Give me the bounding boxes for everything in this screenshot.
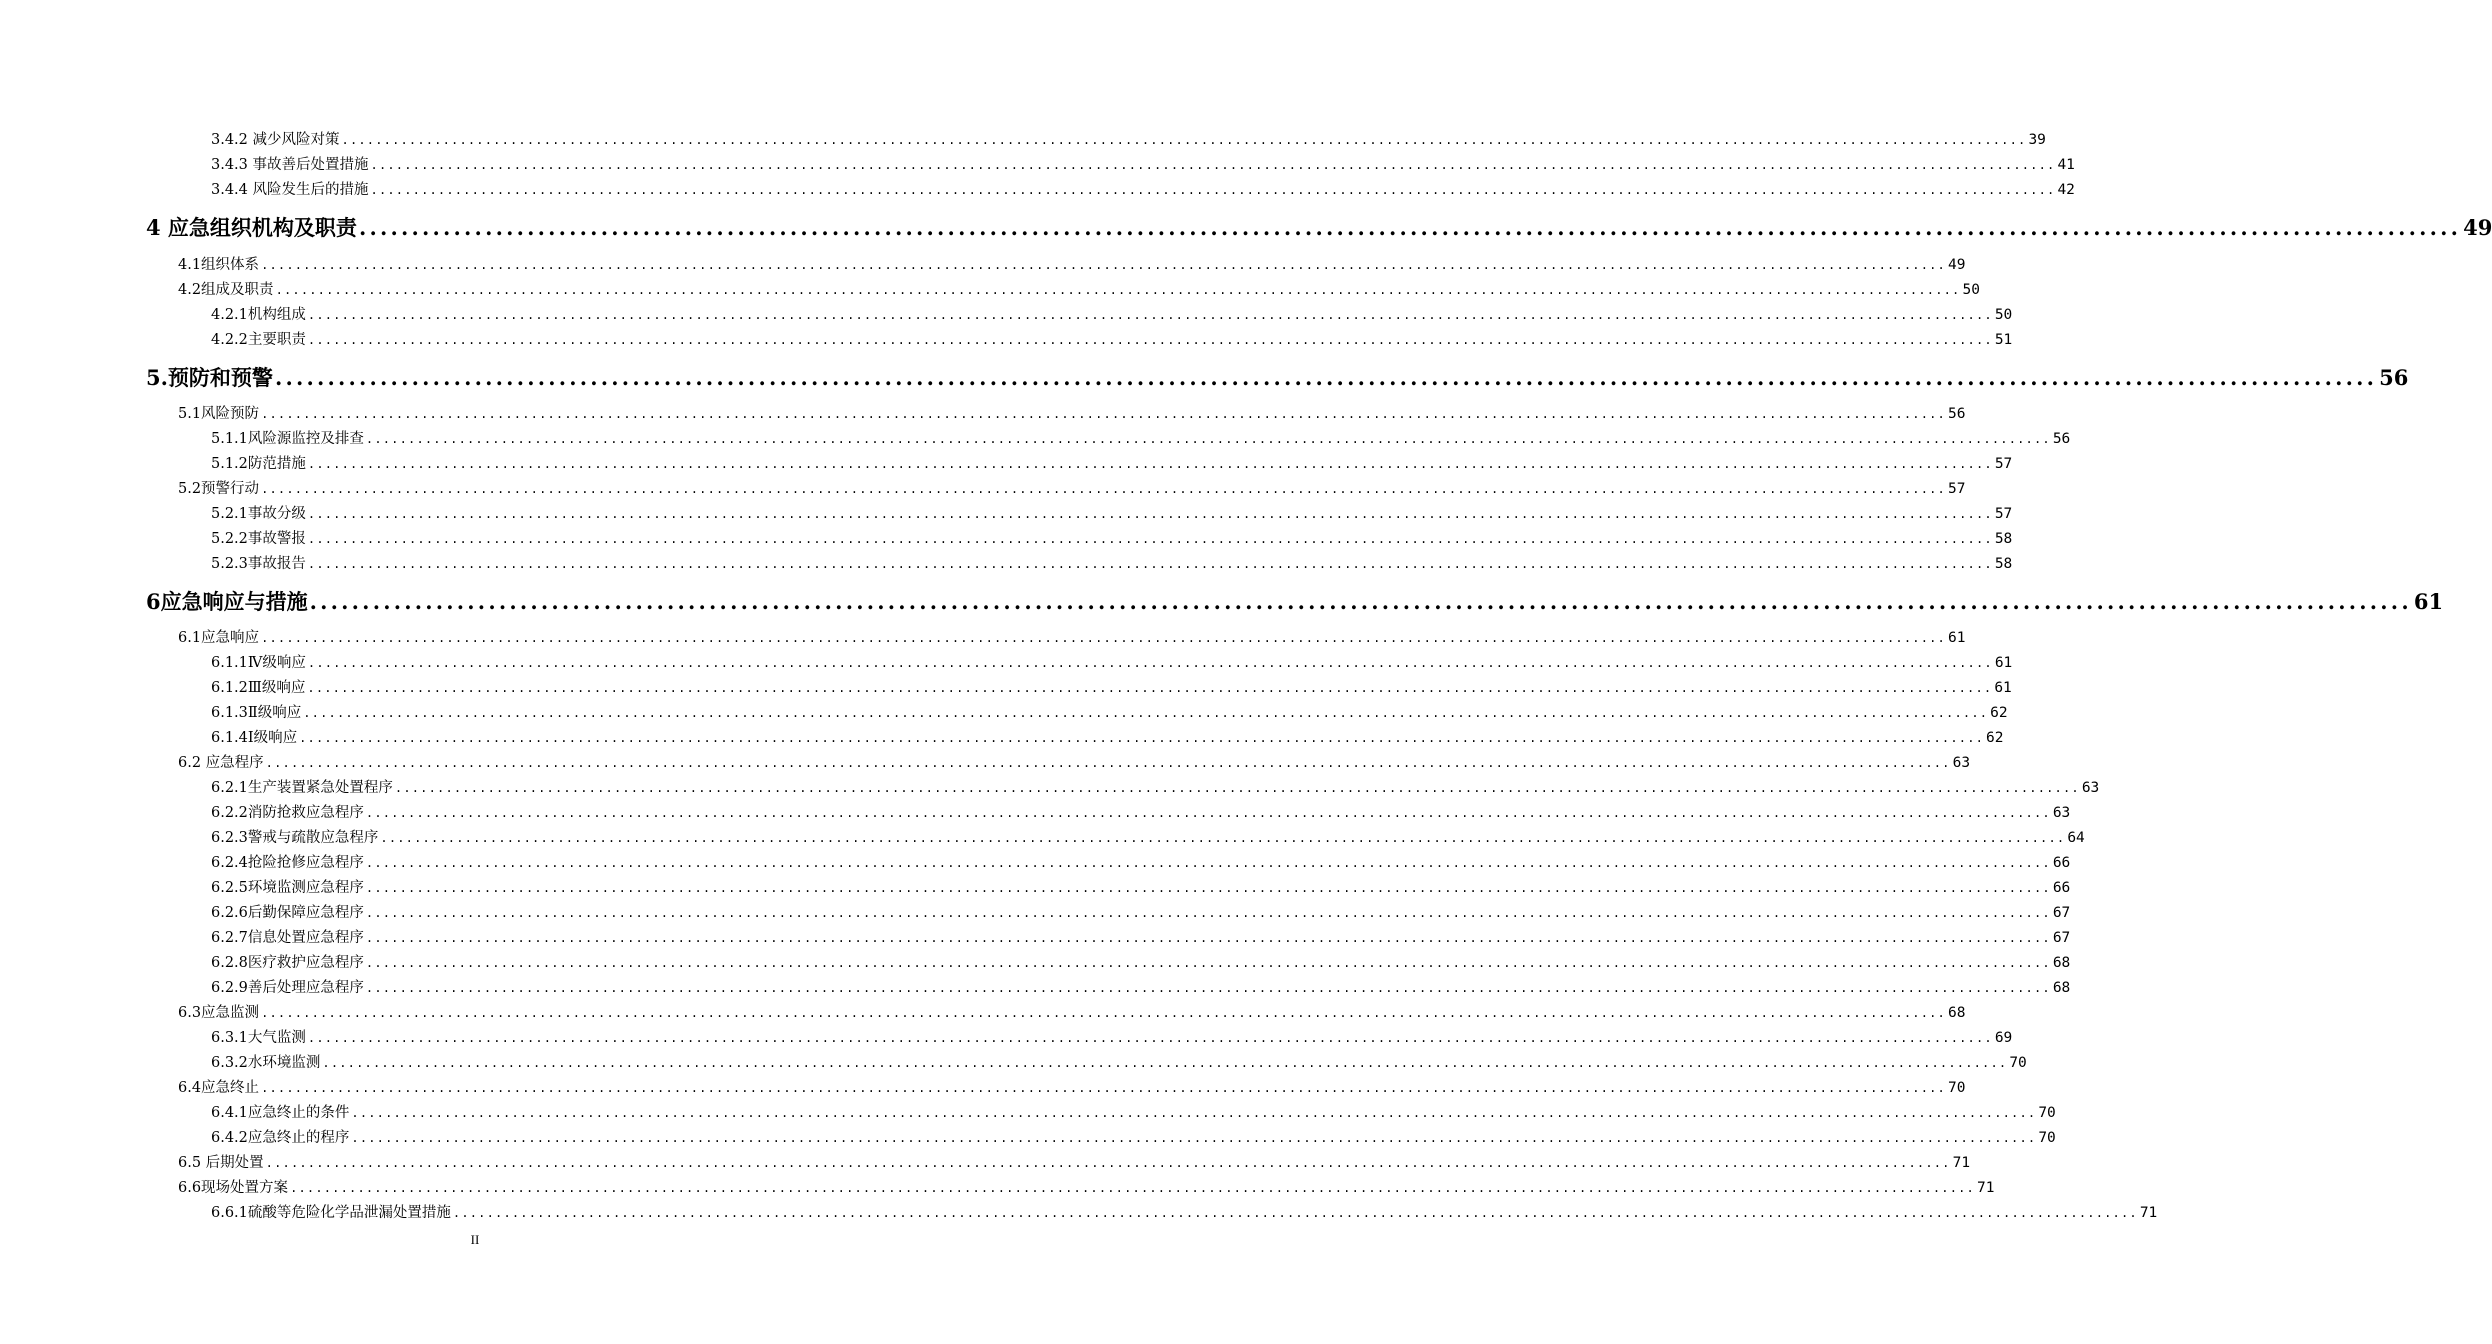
toc-dot-leader: ........................................................................................................................................................................................................ <box>365 806 2051 820</box>
toc-entry[interactable] <box>211 776 2100 797</box>
toc-entry-title: 4.1组织体系 <box>178 257 260 273</box>
toc-entry[interactable] <box>211 701 2008 722</box>
toc-entry[interactable] <box>178 477 1966 498</box>
toc-entry-title: 6.4.2应急终止的程序 <box>211 1130 350 1146</box>
toc-entry[interactable] <box>211 427 2071 448</box>
toc-entry[interactable] <box>178 751 1971 772</box>
toc-entry-title: 6.2 应急程序 <box>178 755 264 771</box>
page-number: II <box>470 1232 480 1247</box>
toc-entry-title: 3.4.3 事故善后处置措施 <box>211 157 369 173</box>
toc-entry-page: 66 <box>2052 855 2071 871</box>
toc-entry-title: 6.3.2水环境监测 <box>211 1055 321 1071</box>
toc-entry-page: 57 <box>1947 481 1966 497</box>
toc-dot-leader: ........................................................................................................................................................................................................ <box>307 507 1993 521</box>
toc-entry[interactable] <box>211 328 2013 349</box>
toc-dot-leader: ........................................................................................................................................................................................................ <box>365 856 2051 870</box>
toc-dot-leader: ........................................................................................................................................................................................................ <box>365 881 2051 895</box>
toc-dot-leader: ........................................................................................................................................................................................................ <box>307 1031 1993 1045</box>
toc-entry-page: 49 <box>1947 257 1966 273</box>
toc-dot-leader: ........................................................................................................................................................................................................ <box>351 1131 2037 1145</box>
toc-entry-page: 62 <box>1986 730 2004 746</box>
toc-entry[interactable] <box>211 801 2071 822</box>
toc-entry-title: 4.2组成及职责 <box>178 282 274 298</box>
toc-entry[interactable] <box>178 278 1980 299</box>
toc-entry[interactable] <box>211 1126 2056 1147</box>
toc-entry-page: 61 <box>1994 655 2013 671</box>
toc-dot-leader: ........................................................................................................................................................................................................ <box>370 158 2056 172</box>
toc-entry-title: 6.5 后期处置 <box>178 1155 264 1171</box>
toc-entry-title: 6.1.2Ⅲ级响应 <box>211 680 306 696</box>
toc-dot-leader: ........................................................................................................................................................................................................ <box>307 532 1993 546</box>
toc-entry-page: 61 <box>2413 589 2444 614</box>
toc-entry-page: 39 <box>2028 132 2046 148</box>
toc-entry-page: 61 <box>1994 680 2012 696</box>
toc-entry[interactable] <box>178 1151 1971 1172</box>
toc-entry[interactable] <box>178 253 1966 274</box>
toc-entry[interactable] <box>211 876 2071 897</box>
toc-entry-page: 68 <box>2052 980 2071 996</box>
toc-dot-leader: ........................................................................................................................................................................................................ <box>307 333 1993 347</box>
toc-entry-page: 70 <box>2038 1105 2056 1121</box>
toc-entry[interactable] <box>178 402 1966 423</box>
toc-entry-title: 5.2.2事故警报 <box>211 531 306 547</box>
toc-dot-leader: ........................................................................................................................................................................................................ <box>394 781 2080 795</box>
toc-entry-page: 66 <box>2052 880 2071 896</box>
toc-entry-page: 71 <box>1976 1180 1995 1196</box>
toc-dot-leader: ........................................................................................................................................................................................................ <box>299 731 1985 745</box>
toc-entry-title: 5.2.3事故报告 <box>211 556 306 572</box>
toc-dot-leader: ........................................................................................................................................................................................................ <box>261 1081 1946 1095</box>
toc-chapter-entry[interactable] <box>146 586 2444 616</box>
toc-dot-leader: ........................................................................................................................................................................................................ <box>358 215 2462 240</box>
toc-entry-title: 6.2.5环境监测应急程序 <box>211 880 364 896</box>
toc-entry[interactable] <box>178 626 1966 647</box>
toc-entry-title: 6.4应急终止 <box>178 1080 260 1096</box>
toc-dot-leader: ........................................................................................................................................................................................................ <box>365 956 2051 970</box>
toc-entry-title: 6应急响应与措施 <box>146 589 308 614</box>
toc-dot-leader: ........................................................................................................................................................................................................ <box>261 631 1946 645</box>
toc-entry-page: 70 <box>2009 1055 2027 1071</box>
toc-dot-leader: ........................................................................................................................................................................................................ <box>261 258 1946 272</box>
toc-entry[interactable] <box>211 926 2071 947</box>
toc-entry[interactable] <box>211 1051 2027 1072</box>
toc-dot-leader: ........................................................................................................................................................................................................ <box>307 681 1993 695</box>
toc-entry[interactable] <box>211 651 2013 672</box>
toc-entry-title: 6.1.3Ⅱ级响应 <box>211 705 302 721</box>
toc-entry-page: 68 <box>2052 955 2071 971</box>
toc-entry-page: 64 <box>2067 830 2085 846</box>
toc-entry-page: 71 <box>1952 1155 1971 1171</box>
toc-dot-leader: ........................................................................................................................................................................................................ <box>261 407 1946 421</box>
toc-entry-page: 70 <box>2038 1130 2056 1146</box>
toc-entry[interactable] <box>211 1101 2056 1122</box>
toc-dot-leader: ........................................................................................................................................................................................................ <box>265 1156 1951 1170</box>
toc-entry[interactable] <box>211 128 2046 149</box>
toc-dot-leader: ........................................................................................................................................................................................................ <box>365 931 2051 945</box>
toc-entry-page: 56 <box>1947 406 1966 422</box>
toc-dot-leader: ........................................................................................................................................................................................................ <box>370 183 2056 197</box>
toc-entry-title: 3.4.4 风险发生后的措施 <box>211 182 369 198</box>
toc-entry-page: 71 <box>2139 1205 2158 1221</box>
toc-dot-leader: ........................................................................................................................................................................................................ <box>290 1181 1975 1195</box>
toc-entry[interactable] <box>211 153 2075 174</box>
toc-entry-title: 3.4.2 减少风险对策 <box>211 132 340 148</box>
toc-entry-page: 56 <box>2379 365 2409 390</box>
toc-entry-title: 6.2.9善后处理应急程序 <box>211 980 364 996</box>
toc-dot-leader: ........................................................................................................................................................................................................ <box>307 656 1993 670</box>
toc-dot-leader: ........................................................................................................................................................................................................ <box>452 1206 2138 1220</box>
toc-dot-leader: ........................................................................................................................................................................................................ <box>307 457 1993 471</box>
toc-entry[interactable] <box>211 303 2013 324</box>
toc-dot-leader: ........................................................................................................................................................................................................ <box>322 1056 2008 1070</box>
toc-entry-title: 4.2.2主要职责 <box>211 332 306 348</box>
toc-entry[interactable] <box>211 502 2013 523</box>
toc-entry-title: 6.3应急监测 <box>178 1005 260 1021</box>
toc-entry-title: 6.1.4Ⅰ级响应 <box>211 730 298 746</box>
toc-entry[interactable] <box>211 951 2071 972</box>
toc-entry-title: 6.2.6后勤保障应急程序 <box>211 905 364 921</box>
toc-entry-page: 56 <box>2052 431 2071 447</box>
toc-entry-page: 50 <box>1962 282 1980 298</box>
toc-entry[interactable] <box>211 1026 2013 1047</box>
toc-dot-leader: ........................................................................................................................................................................................................ <box>380 831 2066 845</box>
toc-entry-page: 57 <box>1994 506 2013 522</box>
toc-entry-page: 57 <box>1994 456 2013 472</box>
toc-entry-title: 5.2预警行动 <box>178 481 260 497</box>
toc-entry-page: 42 <box>2057 182 2075 198</box>
toc-entry[interactable] <box>178 1001 1966 1022</box>
toc-dot-leader: ........................................................................................................................................................................................................ <box>365 906 2051 920</box>
toc-entry-page: 69 <box>1994 1030 2013 1046</box>
toc-entry-title: 6.2.7信息处置应急程序 <box>211 930 364 946</box>
toc-entry-title: 5.1.1风险源监控及排查 <box>211 431 364 447</box>
toc-entry[interactable] <box>211 452 2013 473</box>
toc-entry-page: 51 <box>1994 332 2013 348</box>
toc-entry[interactable] <box>211 1201 2158 1222</box>
toc-entry-page: 41 <box>2057 157 2075 173</box>
toc-entry-page: 68 <box>1947 1005 1966 1021</box>
toc-entry-page: 63 <box>1952 755 1971 771</box>
toc-dot-leader: ........................................................................................................................................................................................................ <box>261 482 1946 496</box>
toc-entry-page: 67 <box>2052 905 2071 921</box>
toc-dot-leader: ........................................................................................................................................................................................................ <box>265 756 1951 770</box>
toc-entry-title: 6.2.3警戒与疏散应急程序 <box>211 830 379 846</box>
toc-chapter-entry[interactable] <box>146 212 2492 242</box>
toc-entry-title: 4.2.1机构组成 <box>211 307 306 323</box>
toc-entry-title: 5.预防和预警 <box>146 365 273 390</box>
toc-entry-page: 58 <box>1994 531 2013 547</box>
toc-entry-title: 6.2.2消防抢救应急程序 <box>211 805 364 821</box>
toc-entry-page: 62 <box>1990 705 2008 721</box>
toc-entry[interactable] <box>211 527 2013 548</box>
toc-chapter-entry[interactable] <box>146 362 2409 392</box>
toc-entry-page: 63 <box>2052 805 2071 821</box>
toc-entry-page: 63 <box>2081 780 2100 796</box>
toc-dot-leader: ........................................................................................................................................................................................................ <box>365 432 2051 446</box>
toc-entry-title: 6.1.1Ⅳ级响应 <box>211 655 306 671</box>
toc-entry[interactable] <box>211 726 2004 747</box>
toc-dot-leader: ........................................................................................................................................................................................................ <box>351 1106 2037 1120</box>
toc-entry-title: 5.1.2防范措施 <box>211 456 306 472</box>
toc-dot-leader: ........................................................................................................................................................................................................ <box>275 283 1961 297</box>
toc-entry-page: 50 <box>1994 307 2013 323</box>
toc-entry-title: 6.4.1应急终止的条件 <box>211 1105 350 1121</box>
toc-entry-title: 6.6现场处置方案 <box>178 1180 289 1196</box>
toc-entry[interactable] <box>211 901 2071 922</box>
toc-entry[interactable] <box>178 1176 1995 1197</box>
toc-dot-leader: ........................................................................................................................................................................................................ <box>309 589 2412 614</box>
toc-dot-leader: ........................................................................................................................................................................................................ <box>365 981 2051 995</box>
toc-entry-page: 70 <box>1947 1080 1966 1096</box>
toc-entry-page: 61 <box>1947 630 1966 646</box>
toc-dot-leader: ........................................................................................................................................................................................................ <box>261 1006 1946 1020</box>
toc-dot-leader: ........................................................................................................................................................................................................ <box>341 133 2027 147</box>
toc-entry[interactable] <box>211 976 2071 997</box>
toc-entry[interactable] <box>211 826 2085 847</box>
toc-entry[interactable] <box>211 851 2071 872</box>
toc-entry[interactable] <box>211 178 2075 199</box>
toc-entry[interactable] <box>178 1076 1966 1097</box>
toc-dot-leader: ........................................................................................................................................................................................................ <box>307 308 1993 322</box>
toc-entry-title: 6.2.8医疗救护应急程序 <box>211 955 364 971</box>
toc-entry-title: 6.6.1硫酸等危险化学品泄漏处置措施 <box>211 1205 451 1221</box>
toc-dot-leader: ........................................................................................................................................................................................................ <box>274 365 2378 390</box>
toc-entry-title: 6.2.1生产装置紧急处置程序 <box>211 780 393 796</box>
toc-entry-page: 49 <box>2463 215 2492 240</box>
toc-entry-title: 5.1风险预防 <box>178 406 260 422</box>
toc-entry-title: 4 应急组织机构及职责 <box>146 215 357 240</box>
toc-entry-page: 58 <box>1994 556 2013 572</box>
toc-dot-leader: ........................................................................................................................................................................................................ <box>303 706 1989 720</box>
toc-entry-title: 6.3.1大气监测 <box>211 1030 306 1046</box>
toc-entry-title: 6.1应急响应 <box>178 630 260 646</box>
toc-entry-title: 5.2.1事故分级 <box>211 506 306 522</box>
toc-entry-page: 67 <box>2052 930 2071 946</box>
toc-entry-title: 6.2.4抢险抢修应急程序 <box>211 855 364 871</box>
toc-entry[interactable] <box>211 552 2013 573</box>
toc-entry[interactable] <box>211 676 2012 697</box>
toc-dot-leader: ........................................................................................................................................................................................................ <box>307 557 1993 571</box>
